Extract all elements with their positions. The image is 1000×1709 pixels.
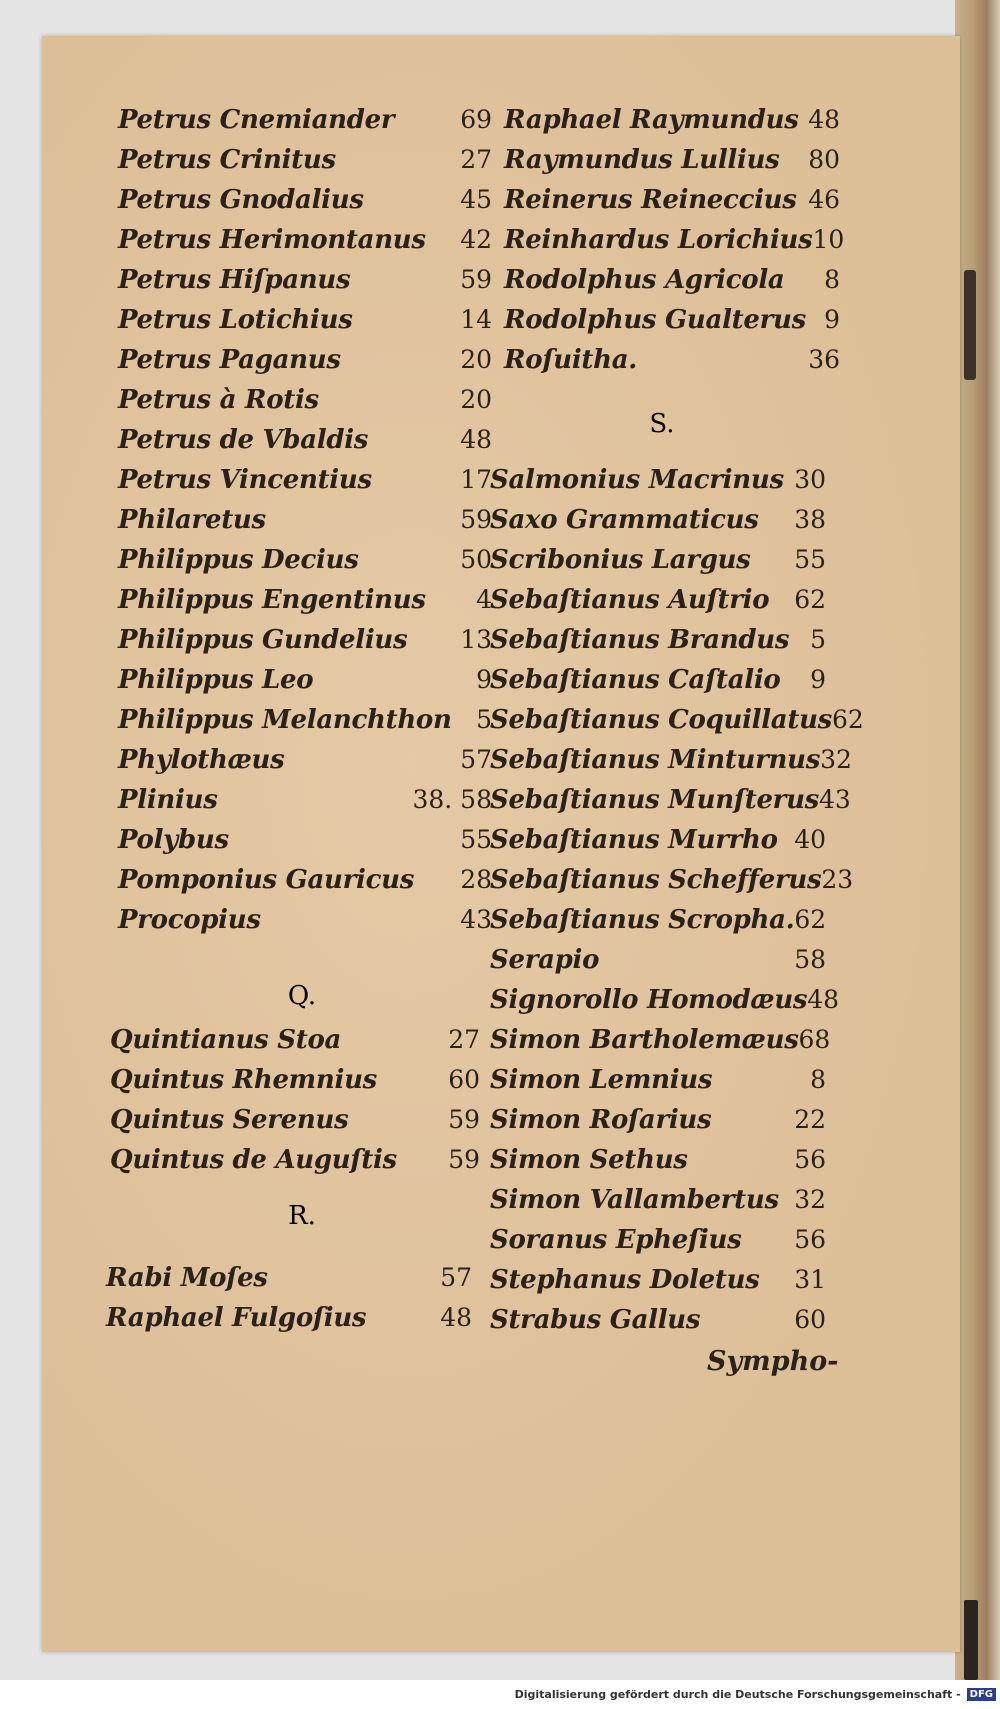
index-entry [490, 1140, 826, 1180]
index-entry [118, 460, 492, 500]
entry-name: Petrus Lotichius [118, 305, 353, 335]
index-entry [490, 900, 826, 940]
entry-name: Philaretus [118, 505, 266, 535]
entry-page-number: 40 [794, 825, 826, 854]
index-entry [118, 420, 492, 460]
index-entry [490, 700, 864, 740]
index-entry [504, 100, 840, 140]
entry-page-number: 60 [794, 1305, 826, 1334]
binding-strap [964, 270, 976, 380]
index-entry [490, 540, 826, 580]
index-entry [118, 260, 492, 300]
entry-page-number: 32 [794, 1185, 826, 1214]
index-entry [504, 340, 840, 380]
index-entry [118, 540, 492, 580]
index-entry [490, 940, 826, 980]
entry-page-number: 20 [460, 345, 492, 374]
footer-text: Digitalisierung gefördert durch die Deutsche Forschungsgemeinschaft - [514, 1688, 961, 1701]
entry-name: Sebaſtianus Coquillatus [490, 705, 833, 735]
entry-page-number: 9 [476, 665, 492, 694]
entry-name: Petrus à Rotis [118, 385, 319, 415]
index-entry [490, 500, 826, 540]
entry-name: Stephanus Doletus [490, 1265, 760, 1295]
entry-name: Scribonius Largus [490, 545, 751, 575]
entry-page-number: 48 [808, 105, 840, 134]
index-entry [118, 700, 492, 740]
entry-name: Saxo Grammaticus [490, 505, 759, 535]
entry-page-number: 17 [460, 465, 492, 494]
entry-page-number: 8 [810, 1065, 826, 1094]
entry-name: Petrus Herimontanus [118, 225, 426, 255]
entry-name: Serapio [490, 945, 600, 975]
entry-name: Plinius [118, 785, 218, 815]
entry-page-number: 48 [807, 985, 840, 1014]
entry-name: Sebaſtianus Munſterus [490, 785, 820, 815]
index-entry [490, 1020, 831, 1060]
index-entry [118, 380, 492, 420]
index-entry [118, 660, 492, 700]
index-entry [490, 1060, 826, 1100]
index-entry [490, 820, 826, 860]
entry-page-number: 59 [448, 1105, 480, 1134]
entry-page-number: 23 [821, 865, 854, 894]
entry-name: Sebaſtianus Caſtalio [490, 665, 781, 695]
entry-name: Reinhardus Lorichius [504, 225, 813, 255]
entry-page-number: 68 [798, 1025, 831, 1054]
entry-name: Philippus Decius [118, 545, 359, 575]
index-entry [110, 1140, 480, 1180]
index-entry [110, 1020, 480, 1060]
entry-name: Raphael Raymundus [504, 105, 799, 135]
entry-name: Sebaſtianus Minturnus [490, 745, 821, 775]
entry-name: Petrus Crinitus [118, 145, 336, 175]
index-entry [118, 740, 492, 780]
entry-name: Procopius [118, 905, 261, 935]
entry-name: Simon Sethus [490, 1145, 688, 1175]
entry-page-number: 59 [448, 1145, 480, 1174]
entry-name: Rodolphus Agricola [504, 265, 785, 295]
entry-page-number: 20 [460, 385, 492, 414]
binding-strap [964, 1600, 978, 1680]
entry-name: Simon Vallambertus [490, 1185, 779, 1215]
entry-name: Raphael Fulgoſius [106, 1303, 367, 1333]
entry-name: Simon Lemnius [490, 1065, 713, 1095]
entry-page-number: 62 [832, 705, 864, 734]
entry-page-number: 60 [448, 1065, 480, 1094]
entry-name: Polybus [118, 825, 229, 855]
entry-page-number: 27 [448, 1025, 480, 1054]
index-entry [504, 220, 845, 260]
dfg-logo: DFG [967, 1688, 996, 1701]
index-entry [504, 140, 840, 180]
index-entry [110, 1100, 480, 1140]
index-entry [118, 300, 492, 340]
index-entry [118, 860, 492, 900]
entry-page-number: 48 [440, 1303, 472, 1332]
entry-name: Strabus Gallus [490, 1305, 701, 1335]
index-entry [118, 500, 492, 540]
entry-page-number: 57 [460, 745, 492, 774]
entry-name: Pomponius Gauricus [118, 865, 415, 895]
index-entry [490, 740, 852, 780]
entry-page-number: 56 [794, 1145, 826, 1174]
index-entry [504, 300, 840, 340]
index-entry [118, 900, 492, 940]
entry-page-number: 46 [808, 185, 840, 214]
entry-page-number: 38. 58 [412, 785, 492, 814]
entry-page-number: 5 [810, 625, 826, 654]
entry-name: Phylothæus [118, 745, 285, 775]
index-entry [118, 620, 492, 660]
index-entry [106, 1298, 472, 1338]
entry-page-number: 42 [460, 225, 492, 254]
entry-name: Sebaſtianus Auſtrio [490, 585, 770, 615]
entry-name: Sebaſtianus Schefferus [490, 865, 822, 895]
entry-page-number: 38 [794, 505, 826, 534]
entry-name: Raymundus Lullius [504, 145, 780, 175]
entry-name: Soranus Epheſius [490, 1225, 742, 1255]
entry-page-number: 32 [820, 745, 852, 774]
entry-name: Quintus Serenus [110, 1105, 349, 1135]
entry-page-number: 5 [476, 705, 492, 734]
entry-name: Quintus Rhemnius [110, 1065, 378, 1095]
entry-name: Salmonius Macrinus [490, 465, 784, 495]
entry-name: Simon Bartholemæus [490, 1025, 799, 1055]
entry-name: Petrus Cnemiander [118, 105, 395, 135]
index-entry [490, 660, 826, 700]
entry-name: Reinerus Reineccius [504, 185, 797, 215]
entry-name: Philippus Melanchthon [118, 705, 452, 735]
index-entry [490, 1180, 826, 1220]
entry-page-number: 28 [460, 865, 492, 894]
entry-name: Roſuitha. [504, 345, 638, 375]
entry-page-number: 48 [460, 425, 492, 454]
index-entry [118, 220, 492, 260]
index-entry [490, 620, 826, 660]
entry-name: Petrus Vincentius [118, 465, 372, 495]
entry-page-number: 43 [819, 785, 851, 814]
index-entry [490, 460, 826, 500]
entry-page-number: 14 [460, 305, 492, 334]
catchword: Sympho- [707, 1346, 839, 1377]
index-entry [490, 1100, 826, 1140]
entry-page-number: 43 [460, 905, 492, 934]
entry-page-number: 50 [460, 545, 492, 574]
index-entry [106, 1258, 472, 1298]
entry-page-number: 45 [460, 185, 492, 214]
entry-page-number: 22 [794, 1105, 826, 1134]
entry-page-number: 8 [824, 265, 840, 294]
section-letter-r: R. [288, 1201, 316, 1231]
index-entry [504, 260, 840, 300]
entry-page-number: 36 [808, 345, 840, 374]
index-entry [118, 180, 492, 220]
index-entry [118, 580, 492, 620]
entry-name: Philippus Gundelius [118, 625, 408, 655]
index-entry [490, 780, 851, 820]
section-letter-q: Q. [287, 981, 317, 1011]
index-entry [118, 100, 492, 140]
footer-bar [0, 1680, 1000, 1709]
entry-name: Petrus Paganus [118, 345, 341, 375]
entry-page-number: 13 [460, 625, 492, 654]
entry-page-number: 4 [476, 585, 492, 614]
entry-name: Sebaſtianus Brandus [490, 625, 790, 655]
index-entry [490, 1300, 826, 1340]
entry-page-number: 9 [810, 665, 826, 694]
entry-page-number: 59 [460, 505, 492, 534]
scanned-page [42, 36, 960, 1652]
index-entry [490, 580, 826, 620]
entry-page-number: 55 [794, 545, 826, 574]
index-entry [118, 340, 492, 380]
entry-page-number: 59 [460, 265, 492, 294]
entry-page-number: 9 [824, 305, 840, 334]
entry-page-number: 62 [794, 905, 827, 934]
entry-name: Philippus Leo [118, 665, 314, 695]
entry-name: Sebaſtianus Scropha. [490, 905, 795, 935]
entry-page-number: 10 [812, 225, 845, 254]
entry-name: Petrus Hiſpanus [118, 265, 351, 295]
entry-page-number: 57 [440, 1263, 472, 1292]
entry-page-number: 58 [794, 945, 826, 974]
entry-name: Signorollo Homodæus [490, 985, 808, 1015]
entry-page-number: 55 [460, 825, 492, 854]
index-entry [490, 980, 840, 1020]
entry-page-number: 27 [460, 145, 492, 174]
entry-name: Rodolphus Gualterus [504, 305, 806, 335]
entry-name: Quintus de Auguſtis [110, 1145, 397, 1175]
entry-name: Petrus de Vbaldis [118, 425, 369, 455]
entry-name: Philippus Engentinus [118, 585, 426, 615]
index-entry [490, 1220, 826, 1260]
index-entry [504, 180, 840, 220]
index-entry [118, 140, 492, 180]
entry-page-number: 31 [794, 1265, 826, 1294]
entry-page-number: 56 [794, 1225, 826, 1254]
book-spine [955, 0, 1000, 1680]
index-entry [490, 860, 854, 900]
index-entry [110, 1060, 480, 1100]
entry-page-number: 62 [794, 585, 826, 614]
index-entry [118, 820, 492, 860]
entry-page-number: 80 [808, 145, 840, 174]
entry-name: Petrus Gnodalius [118, 185, 364, 215]
entry-page-number: 30 [794, 465, 826, 494]
entry-name: Quintianus Stoa [110, 1025, 342, 1055]
section-letter-s: S. [649, 409, 675, 439]
entry-name: Simon Roſarius [490, 1105, 712, 1135]
entry-page-number: 69 [460, 105, 492, 134]
entry-name: Sebaſtianus Murrho [490, 825, 778, 855]
index-entry [118, 780, 492, 820]
index-entry [490, 1260, 826, 1300]
entry-name: Rabi Moſes [106, 1263, 268, 1293]
